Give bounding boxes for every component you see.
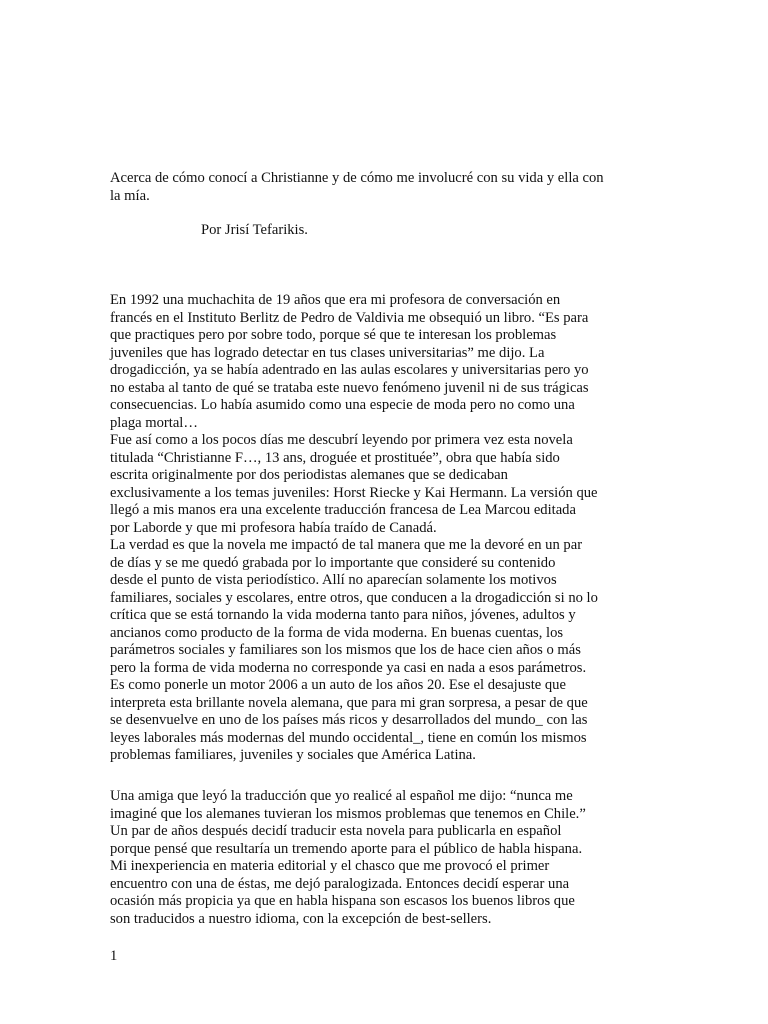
body-paragraph-2: Una amiga que leyó la traducción que yo realicé al español me dijo: “nunca me imaginé que los alemanes tuvieran los mismos problemas que tenemos en Chile.” Un par de años después decidí traducir esta novela para publicarla en español porque pensé que resultaría un tremendo aporte para el público de habla hispana. Mi inexperiencia en materia editorial y el chasco que me provocó el primer encuentro con una de éstas, me dejó paralogizada. Entonces decidí esperar una ocasión más propicia ya que en habla hispana son escasos los buenos libros que son traducidos a nuestro idioma, con la excepción de best-sellers. bbox=[110, 788, 586, 927]
page-number: 1 bbox=[110, 948, 118, 964]
author-byline: Por Jrisí Tefarikis. bbox=[201, 222, 308, 238]
document-title: Acerca de cómo conocí a Christianne y de cómo me involucré con su vida y ella con la mía. bbox=[110, 170, 604, 204]
body-paragraph-1: En 1992 una muchachita de 19 años que era mi profesora de conversación en francés en el Instituto Berlitz de Pedro de Valdivia me obsequió un libro. “Es para que practiques pero por sobre todo, porque sé que te interesan los problemas juveniles que has logrado detectar en tus clases universitarias” me dijo. La drogadicción, ya se había adentrado en las aulas escolares y universitarias pero yo no estaba al tanto de qué se trataba este nuevo fenómeno juvenil ni de sus trágicas consecuencias. Lo había asumido como una especie de moda pero no como una plaga mortal… Fue así como a los pocos días me descubrí leyendo por primera vez esta novela titulada “Christianne F…, 13 ans, droguée et prostituée”, obra que había sido escrita originalmente por dos periodistas alemanes que se dedicaban exclusivamente a los temas juveniles: Horst Riecke y Kai Hermann. La versión que llegó a mis manos era una excelente traducción francesa de Lea Marcou editada por Laborde y que mi profesora había traído de Canadá. La verdad es que la novela me impactó de tal manera que me la devoré en un par de días y se me quedó grabada por lo importante que consideré su contenido desde el punto de vista periodístico. Allí no aparecían solamente los motivos familiares, sociales y escolares, entre otros, que conducen a la drogadicción si no lo crítica que se está tornando la vida moderna tanto para niños, jóvenes, adultos y ancianos como producto de la forma de vida moderna. En buenas cuentas, los parámetros sociales y familiares son los mismos que los de hace cien años o más pero la forma de vida moderna no corresponde ya casi en nada a esos parámetros. Es como ponerle un motor 2006 a un auto de los años 20. Ese el desajuste que interpreta esta brillante novela alemana, que para mi gran sorpresa, a pesar de que se desenvuelve en uno de los países más ricos y desarrollados del mundo_ con las leyes laborales más modernas del mundo occidental_, tiene en común los mismos problemas familiares, juveniles y sociales que América Latina. bbox=[110, 292, 598, 763]
